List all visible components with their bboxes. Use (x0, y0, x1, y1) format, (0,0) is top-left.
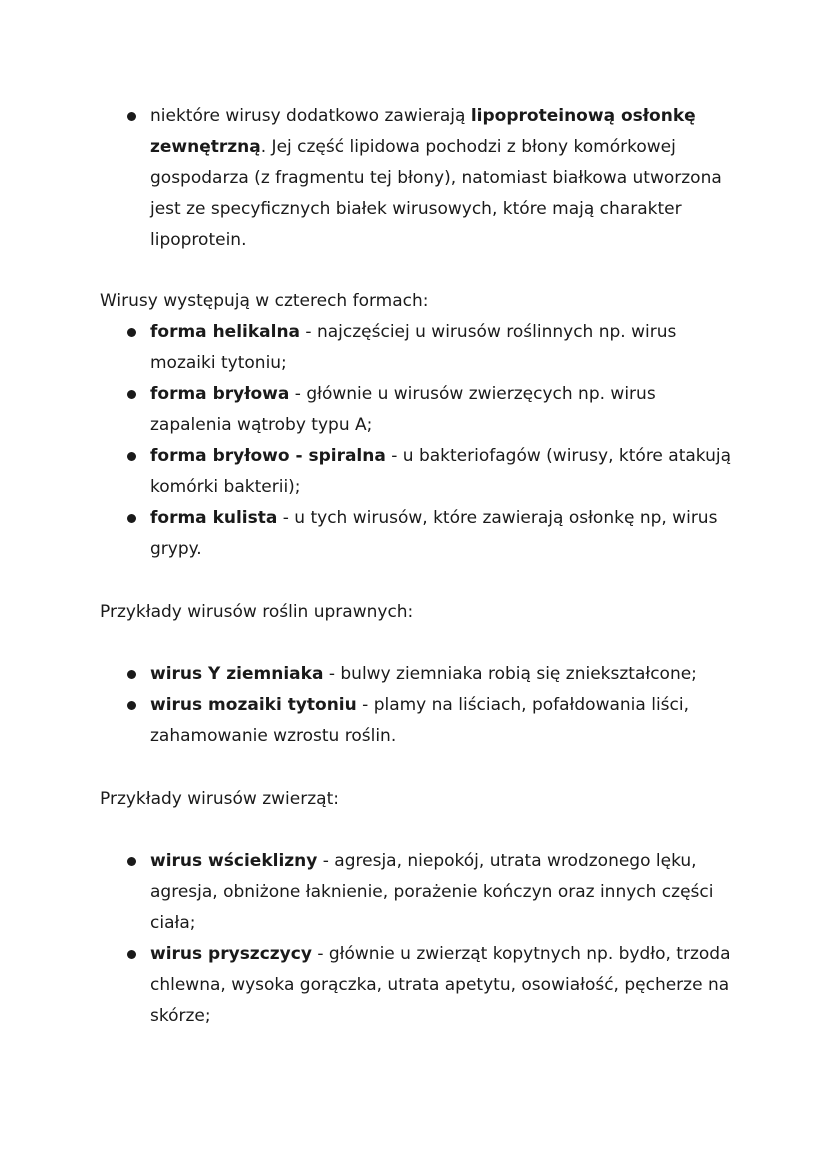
bullet-icon (127, 701, 136, 710)
item-bold-term: wirus mozaiki tytoniu (150, 695, 357, 715)
bullet-icon (127, 857, 136, 866)
bullet-icon (127, 950, 136, 959)
intro-section (100, 101, 740, 256)
item-bold-term: forma helikalna (150, 322, 301, 342)
bullet-icon (127, 390, 136, 399)
list-item (100, 846, 740, 939)
section-heading: Przykłady wirusów zwierząt: (100, 789, 339, 809)
bullet-icon (127, 112, 136, 121)
section-heading: Wirusy występują w czterech formach: (100, 291, 429, 311)
item-text: niektóre wirusy dodatkowo zawierają (150, 106, 471, 126)
item-bold-term: lipoproteinową osłonkę zewnętrzną (150, 106, 696, 157)
item-text: - głównie u wirusów zwierzęcych np. wirus zapalenia wątroby typu A; (150, 384, 656, 435)
list-item (100, 659, 740, 690)
list-item (100, 503, 740, 565)
item-text: . Jej część lipidowa pochodzi z błony komórkowej gospodarza (z fragmentu tej błony), natomiast białkowa utworzona jest ze specyficznych białek wirusowych, które mają charakter lipoprotein. (150, 137, 722, 250)
bullet-icon (127, 452, 136, 461)
item-text: - u tych wirusów, które zawierają osłonkę np, wirus grypy. (150, 508, 718, 559)
bullet-icon (127, 514, 136, 523)
plants-section (100, 597, 740, 752)
list-item (100, 317, 740, 379)
list-item (100, 441, 740, 503)
list-item (100, 939, 740, 1032)
animals-section (100, 784, 740, 1032)
animals-list (100, 846, 740, 1032)
item-bold-term: forma bryłowa (150, 384, 290, 404)
item-text: - głównie u zwierząt kopytnych np. bydło, trzoda chlewna, wysoka gorączka, utrata apetytu, osowiałość, pęcherze na skórze; (150, 944, 731, 1026)
item-text: - bulwy ziemniaka robią się zniekształcone; (323, 664, 697, 684)
list-item (100, 690, 740, 752)
item-text: - plamy na liściach, pofałdowania liści, zahamowanie wzrostu roślin. (150, 695, 689, 746)
bullet-icon (127, 328, 136, 337)
item-bold-term: wirus wścieklizny (150, 851, 318, 871)
list-item (100, 101, 740, 256)
intro-list (100, 101, 740, 256)
item-bold-term: wirus pryszczycy (150, 944, 312, 964)
plants-list (100, 659, 740, 752)
item-text: - agresja, niepokój, utrata wrodzonego lęku, agresja, obniżone łaknienie, porażenie kończyn oraz innych części ciała; (150, 851, 714, 933)
bullet-icon (127, 670, 136, 679)
item-bold-term: wirus Y ziemniaka (150, 664, 324, 684)
list-item (100, 379, 740, 441)
item-bold-term: forma bryłowo - spiralna (150, 446, 386, 466)
section-heading: Przykłady wirusów roślin uprawnych: (100, 602, 414, 622)
item-text: - u bakteriofagów (wirusy, które atakują komórki bakterii); (150, 446, 732, 497)
forms-list (100, 317, 740, 565)
item-text: - najczęściej u wirusów roślinnych np. wirus mozaiki tytoniu; (150, 322, 677, 373)
forms-section (100, 286, 740, 565)
item-bold-term: forma kulista (150, 508, 278, 528)
